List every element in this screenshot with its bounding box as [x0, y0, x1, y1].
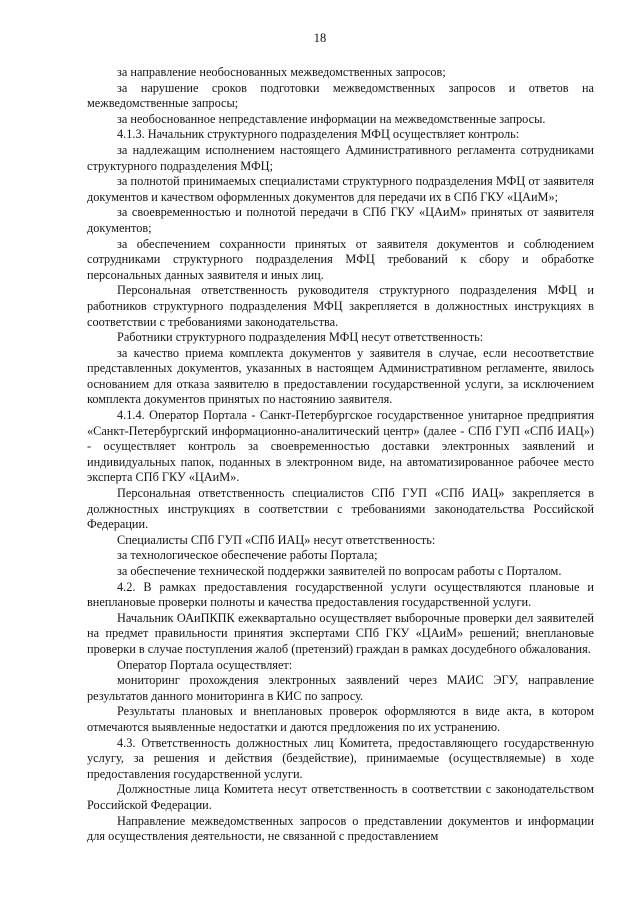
paragraph: 4.3. Ответственность должностных лиц Комитета, предоставляющего государственную услугу, за решения и действия (бездействие), принимаемые (осуществляемые) в ходе предоставления государственной услуги. — [87, 735, 594, 781]
paragraph: Персональная ответственность специалистов СПб ГУП «СПб ИАЦ» закрепляется в должностных инструкциях в соответствии с требованиями законодательства Российской Федерации. — [87, 486, 594, 532]
paragraph: Персональная ответственность руководителя структурного подразделения МФЦ и работников структурного подразделения МФЦ закрепляется в должностных инструкциях в соответствии с требованиями законодательства. — [87, 283, 594, 329]
paragraph: Направление межведомственных запросов о представлении документов и информации для осуществления деятельности, не связанной с предоставлением — [87, 813, 594, 844]
paragraph: за своевременностью и полнотой передачи в СПб ГКУ «ЦАиМ» принятых от заявителя документов; — [87, 205, 594, 235]
paragraph: за обеспечение технической поддержки заявителей по вопросам работы с Порталом. — [117, 564, 562, 578]
paragraph: за технологическое обеспечение работы Портала; — [117, 548, 378, 563]
paragraph: мониторинг прохождения электронных заявлений через МАИС ЭГУ, направление результатов данного мониторинга в КИС по запросу. — [87, 673, 594, 703]
paragraph: Должностные лица Комитета несут ответственность в соответствии с законодательством Российской Федерации. — [87, 782, 594, 812]
paragraph: 4.1.3. Начальник структурного подразделения МФЦ осуществляет контроль: — [117, 127, 520, 142]
paragraph: Начальник ОАиПКПК ежеквартально осуществляет выборочные проверки дел заявителей на предмет правильности принятия экспертами СПб ГКУ «ЦАиМ» решений; внеплановые проверки в случае поступления жалоб (претензий) граждан в рамках досудебного обжалования. — [87, 610, 594, 656]
paragraph: Специалисты СПб ГУП «СПб ИАЦ» несут ответственность: — [117, 532, 436, 547]
paragraph: за качество приема комплекта документов у заявителя в случае, если несоответствие представленных документов, указанных в настоящем Административном регламенте, явилось основанием для отказа заявителю в предоставлении государственной услуги, за исключением комплекта документов принятых по настоянию заявителя. — [87, 345, 594, 407]
paragraph: 4.2. В рамках предоставления государственной услуги осуществляются плановые и внеплановые проверки полноты и качества предоставления государственной услуги. — [87, 579, 594, 610]
paragraph: за нарушение сроков подготовки межведомственных запросов и ответов на межведомственные запросы; — [87, 80, 594, 111]
paragraph: за необоснованное непредставление информации на межведомственные запросы. — [117, 111, 546, 126]
paragraph: за направление необоснованных межведомственных запросов; — [117, 65, 446, 79]
page-number: 18 — [313, 31, 327, 45]
paragraph: Оператор Портала осуществляет: — [117, 657, 293, 672]
paragraph: Результаты плановых и внеплановых проверок оформляются в виде акта, в котором отмечаются выявленные недостатки и даются предложения по их устранению. — [87, 704, 594, 734]
paragraph: за обеспечением сохранности принятых от заявителя документов и соблюдением сотрудниками структурного подразделения МФЦ требований к сбору и обработке персональных данных заявителя и иных лиц. — [87, 236, 594, 282]
paragraph: за полнотой принимаемых специалистами структурного подразделения МФЦ от заявителя документов и качеством оформленных документов для передачи их в СПб ГКУ «ЦАиМ»; — [87, 174, 594, 204]
paragraph: Работники структурного подразделения МФЦ несут ответственность: — [117, 330, 484, 345]
paragraph: 4.1.4. Оператор Портала - Санкт-Петербургское государственное унитарное предприятия «Санкт-Петербургский информационно-аналитический центр» (далее - СПб ГУП «СПб ИАЦ») - осуществляет контроль за своевременностью доставки электронных заявлений и индивидуальных папок, поданных в электронном виде, на автоматизированное рабочее место эксперта СПб ГКУ «ЦАиМ». — [87, 408, 594, 485]
paragraph: за надлежащим исполнением настоящего Административного регламента сотрудниками структурного подразделения МФЦ; — [87, 142, 594, 173]
body-text — [87, 65, 594, 845]
